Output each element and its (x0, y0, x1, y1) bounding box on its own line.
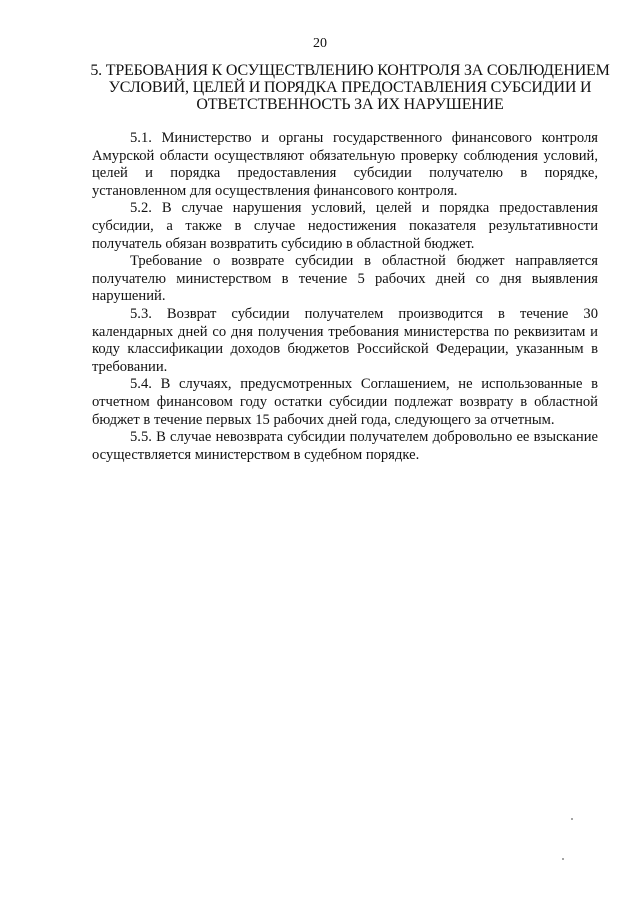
section-heading (90, 62, 610, 113)
paragraph-5-5: 5.5. В случае невозврата субсидии получателем добровольно ее взыскание осуществляется министерством в судебном порядке. (92, 429, 598, 463)
paragraph-5-4: 5.4. В случаях, предусмотренных Соглашением, не использованные в отчетном финансовом году остатки субсидии подлежат возврату в областной бюджет в течение первых 15 рабочих дней года, следующего за отчетным. (92, 376, 598, 428)
scan-speck (571, 818, 573, 820)
section-body (92, 130, 598, 464)
paragraph-5-3: 5.3. Возврат субсидии получателем производится в течение 30 календарных дней со дня получения требования министерства по реквизитам и коду классификации доходов бюджетов Российской Федерации, указанным в требовании. (92, 305, 598, 375)
heading-line: УСЛОВИЙ, ЦЕЛЕЙ И ПОРЯДКА ПРЕДОСТАВЛЕНИЯ СУБСИДИИ И (108, 79, 592, 96)
heading-line: 5. ТРЕБОВАНИЯ К ОСУЩЕСТВЛЕНИЮ КОНТРОЛЯ ЗА СОБЛЮДЕНИЕМ (90, 62, 610, 79)
heading-line: ОТВЕТСТВЕННОСТЬ ЗА ИХ НАРУШЕНИЕ (196, 96, 504, 113)
scan-speck (562, 858, 564, 860)
paragraph-return-demand: Требование о возврате субсидии в областной бюджет направляется получателю министерством в течение 5 рабочих дней со дня выявления нарушений. (92, 253, 598, 305)
paragraph-5-1: 5.1. Министерство и органы государственного финансового контроля Амурской области осуществляют обязательную проверку соблюдения условий, целей и порядка предоставления субсидии получателю в порядке, установленном для осуществления финансового контроля. (92, 130, 598, 199)
paragraph-5-2: 5.2. В случае нарушения условий, целей и порядка предоставления субсидии, а также в случае недостижения показателя результативности получатель обязан возвратить субсидию в областной бюджет. (92, 200, 598, 252)
page-number: 20 (313, 36, 327, 51)
